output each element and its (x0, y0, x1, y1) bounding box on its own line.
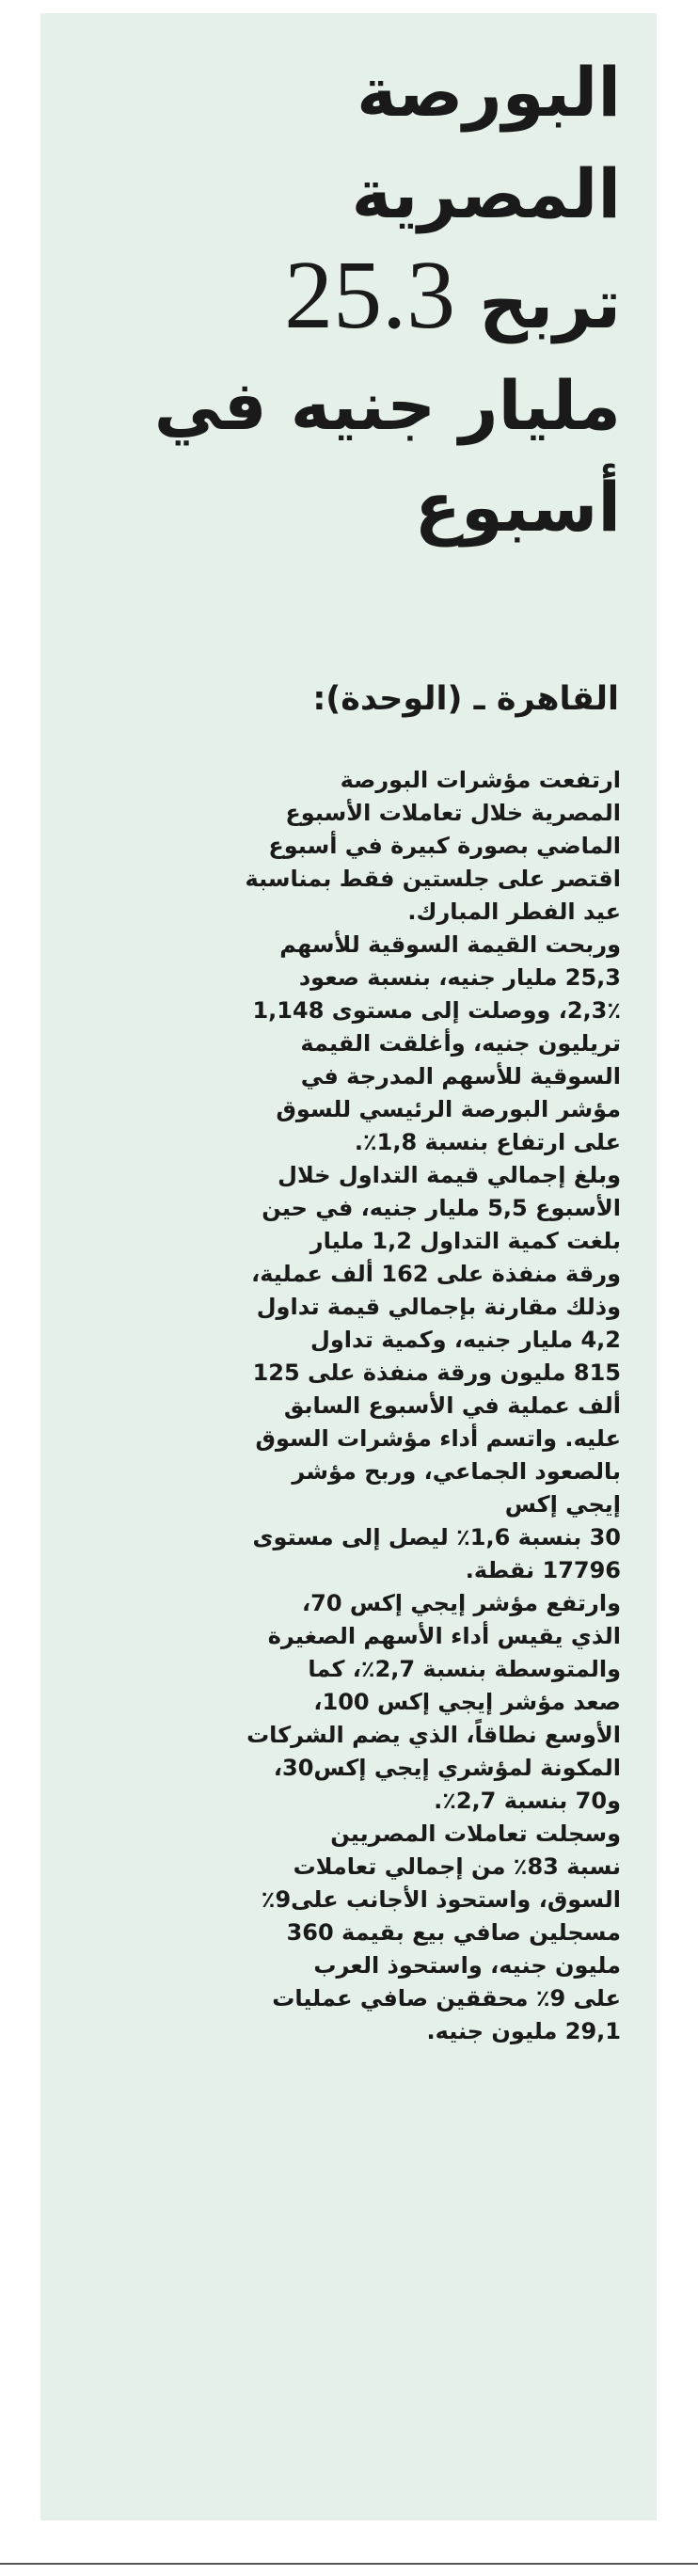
headline-line-3 (56, 241, 621, 355)
body-line: الذي يقيس أداء الأسهم الصغيرة (267, 1623, 621, 1649)
body-line: ألف عملية في الأسبوع السابق (283, 1392, 621, 1419)
body-line: السوق، واستحوذ الأجانب على9٪ (261, 1886, 621, 1913)
body-line: اقتصر على جلستين فقط بمناسبة (245, 866, 621, 892)
body-line: 17796 نقطة. (465, 1557, 621, 1583)
headline-line-3-word: تربح (479, 264, 621, 343)
body-line: و70 بنسبة 2,7٪. (434, 1788, 621, 1814)
body-line: المصرية خلال تعاملات الأسبوع (285, 800, 621, 826)
body-line: مؤشر البورصة الرئيسي للسوق (276, 1096, 621, 1122)
body-line: الأوسع نطاقاً، الذي يضم الشركات (246, 1722, 621, 1748)
body-line: ورقة منفذة على 162 ألف عملية، (251, 1261, 621, 1287)
body-line: عيد الفطر المبارك. (407, 898, 621, 925)
headline-line-4: مليار جنيه في (153, 366, 621, 445)
body-line: وذلك مقارنة بإجمالي قيمة تداول (256, 1294, 621, 1320)
body-line: وسجلت تعاملات المصريين (330, 1821, 621, 1847)
body-line: السوقية للأسهم المدرجة في (300, 1063, 621, 1089)
body-line: والمتوسطة بنسبة 2,7٪، كما (308, 1656, 621, 1682)
article-panel (40, 13, 657, 2520)
headline-line-2: المصرية (351, 154, 621, 233)
body-line: صعد مؤشر إيجي إكس 100، (313, 1689, 621, 1715)
headline-line-5: أسبوع (414, 468, 621, 547)
body-line: على 9٪ محققين صافي عمليات (272, 1985, 621, 2012)
body-line: المكونة لمؤشري إيجي إكس30، (273, 1755, 621, 1781)
body-line: وارتفع مؤشر إيجي إكس 70، (302, 1590, 621, 1616)
body-line: الماضي بصورة كبيرة في أسبوع (268, 833, 621, 859)
article-headline (56, 41, 621, 558)
headline-line-1: البورصة (357, 53, 621, 132)
article-body (75, 764, 621, 2048)
body-line: إيجي إكس (504, 1491, 621, 1518)
body-line: 25,3 مليار جنيه، بنسبة صعود (298, 964, 621, 991)
body-line: 2,3٪، ووصلت إلى مستوى 1,148 (252, 997, 621, 1024)
article-dateline: القاهرة ـ (الوحدة): (312, 680, 619, 718)
body-line: الأسبوع 5,5 مليار جنيه، في حين (262, 1195, 621, 1221)
body-line: وربحت القيمة السوقية للأسهم (279, 931, 621, 958)
body-line: بلغت كمية التداول 1,2 مليار (309, 1228, 621, 1254)
body-line: 815 مليون ورقة منفذة على 125 (252, 1360, 621, 1386)
body-line: نسبة 83٪ من إجمالي تعاملات (293, 1853, 621, 1880)
body-line: ارتفعت مؤشرات البورصة (340, 767, 621, 793)
bottom-divider (0, 2563, 698, 2565)
body-line: وبلغ إجمالي قيمة التداول خلال (278, 1162, 621, 1188)
body-line: عليه. واتسم أداء مؤشرات السوق (255, 1425, 621, 1452)
body-line: مسجلين صافي بيع بقيمة 360 (286, 1919, 621, 1946)
body-line: 30 بنسبة 1,6٪ ليصل إلى مستوى (252, 1524, 621, 1550)
body-line: 4,2 مليار جنيه، وكمية تداول (310, 1327, 621, 1353)
body-line: مليون جنيه، واستحوذ العرب (313, 1952, 621, 1979)
body-line: تريليون جنيه، وأغلقت القيمة (300, 1030, 621, 1057)
body-line: على ارتفاع بنسبة 1,8٪. (354, 1129, 621, 1155)
body-line: بالصعود الجماعي، وربح مؤشر (292, 1458, 621, 1485)
headline-number: 25.3 (284, 241, 456, 349)
body-line: 29,1 مليون جنيه. (426, 2018, 621, 2044)
